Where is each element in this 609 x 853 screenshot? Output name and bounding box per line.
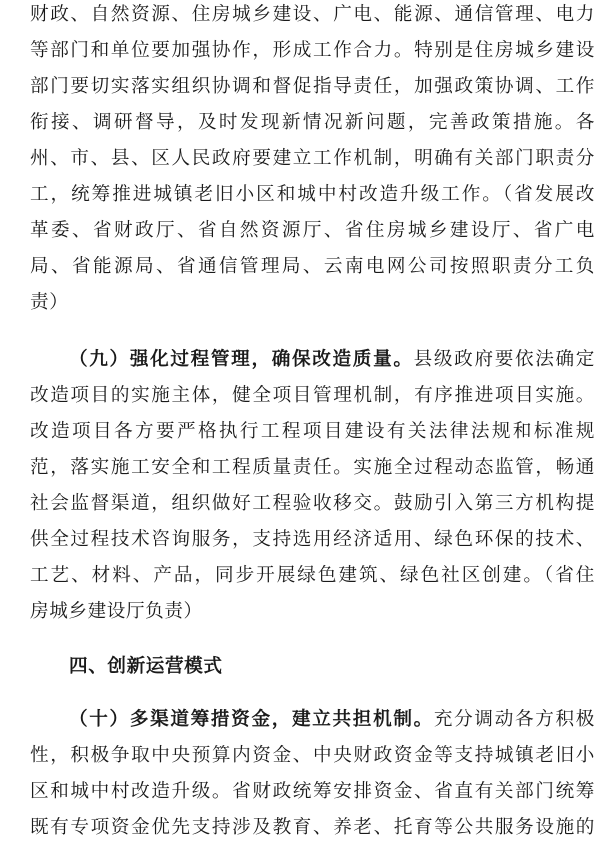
paragraph-text: 县级政府要依法确定 [413, 349, 595, 370]
paragraph-line: 区和城中村改造升级。省财政统筹安排资金、省直有关部门统筹 [30, 781, 595, 802]
paragraph-line: 既有专项资金优先支持涉及教育、养老、托育等公共服务设施的 [30, 817, 595, 838]
paragraph-line: 房城乡建设厅负责） [30, 601, 203, 622]
paragraph-line: 改造项目的实施主体，健全项目管理机制，有序推进项目实施。 [30, 385, 595, 406]
paragraph-line: 社会监督渠道，组织做好工程验收移交。鼓励引入第三方机构提 [30, 493, 595, 514]
paragraph-line: 责） [30, 292, 69, 313]
paragraph-line: 性，积极争取中央预算内资金、中央财政资金等支持城镇老旧小 [30, 745, 595, 766]
paragraph-line: 州、市、县、区人民政府要建立工作机制，明确有关部门职责分 [30, 148, 595, 169]
paragraph-line: 改造项目各方要严格执行工程项目建设有关法律法规和标准规 [30, 421, 595, 442]
paragraph-line: 局、省能源局、省通信管理局、云南电网公司按照职责分工负 [30, 256, 595, 277]
paragraph-first-line [69, 347, 595, 373]
paragraph-lead: （十）多渠道筹措资金，建立共担机制。 [69, 709, 434, 730]
paragraph-line: 财政、自然资源、住房城乡建设、广电、能源、通信管理、电力 [30, 4, 595, 25]
paragraph-line: 部门要切实落实组织协调和督促指导责任，加强政策协调、工作 [30, 76, 595, 97]
paragraph-line: 供全过程技术咨询服务，支持选用经济适用、绿色环保的技术、 [30, 529, 595, 550]
paragraph-first-line [69, 707, 595, 733]
paragraph-lead: （九）强化过程管理，确保改造质量。 [69, 349, 414, 370]
paragraph-text: 充分调动各方积极 [433, 709, 595, 730]
paragraph-line: 工，统筹推进城镇老旧小区和城中村改造升级工作。（省发展改 [30, 184, 595, 205]
paragraph-line: 范，落实施工安全和工程质量责任。实施全过程动态监管，畅通 [30, 457, 595, 478]
paragraph-line: 等部门和单位要加强协作，形成工作合力。特别是住房城乡建设 [30, 40, 595, 61]
section-heading: 四、创新运营模式 [69, 656, 223, 677]
paragraph-line: 工艺、材料、产品，同步开展绿色建筑、绿色社区创建。（省住 [30, 565, 595, 586]
paragraph-line: 革委、省财政厅、省自然资源厅、省住房城乡建设厅、省广电 [30, 220, 595, 241]
paragraph-line: 衔接、调研督导，及时发现新情况新问题，完善政策措施。各 [30, 112, 595, 133]
